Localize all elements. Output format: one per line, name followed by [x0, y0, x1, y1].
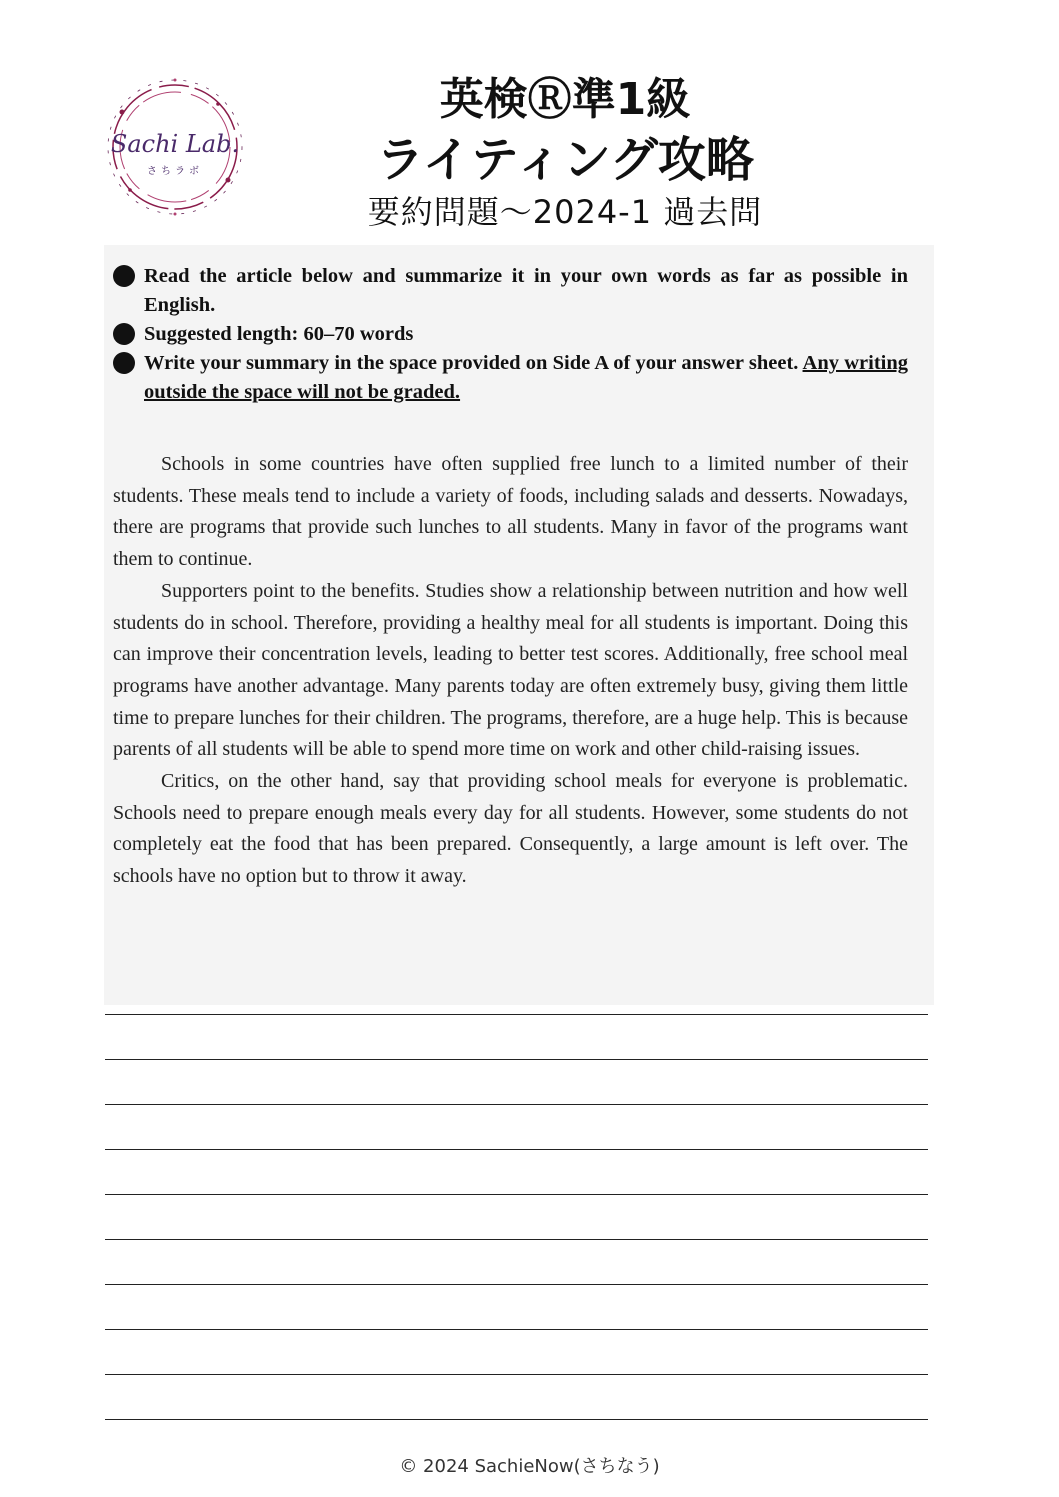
article-paragraph: Supporters point to the benefits. Studies show a relationship between nutrition and how well students do in school. Therefore, providing a healthy meal for all students is important. Doing this can improve their concentration levels, leading to better test scores. Additionally, free school meal programs have another advantage. Many parents today are often extremely busy, giving them little time to prepare lunches for their children. The programs, therefore, are a huge help. This is because parents of all students will be able to spend more time on work and other child-raising issues. [113, 579, 908, 761]
bullet-icon [113, 265, 135, 287]
instruction-item [112, 349, 908, 407]
logo-kana: さちラボ [147, 166, 203, 177]
answer-line[interactable] [105, 1014, 928, 1059]
answer-line[interactable] [105, 1284, 928, 1329]
bullet-icon [113, 352, 135, 374]
instructions-list [112, 262, 908, 407]
answer-line[interactable] [105, 1059, 928, 1104]
answer-line[interactable] [105, 1374, 928, 1419]
answer-line[interactable] [105, 1239, 928, 1284]
copyright-footer: © 2024 SachieNow(さちなう) [399, 1456, 660, 1477]
sachi-lab-logo [100, 72, 250, 222]
instruction-underlined-warning: Any writing outside the space will not be graded. [144, 352, 908, 403]
answer-line[interactable] [105, 1149, 928, 1194]
subtitle: 要約問題～2024-1 過去問 [367, 193, 763, 231]
answer-line[interactable] [105, 1419, 928, 1420]
title-line-2: ライティング攻略 [376, 132, 754, 188]
answer-line[interactable] [105, 1104, 928, 1149]
article [113, 449, 908, 893]
bullet-icon [113, 323, 135, 345]
answer-line[interactable] [105, 1194, 928, 1239]
answer-lines [105, 1014, 928, 1420]
logo-name: Sachi Lab. [110, 130, 240, 158]
article-paragraph: Schools in some countries have often supplied free lunch to a limited number of their students. These meals tend to include a variety of foods, including salads and desserts. Nowadays, there are programs that provide such lunches to all students. Many in favor of the programs want them to continue. [113, 453, 908, 571]
instruction-text: Read the article below and summarize it in your own words as far as possible in English. [144, 265, 908, 316]
instruction-item [112, 262, 908, 320]
instruction-text: Write your summary in the space provided on Side A of your answer sheet. [144, 352, 803, 374]
answer-line[interactable] [105, 1329, 928, 1374]
article-paragraph: Critics, on the other hand, say that providing school meals for everyone is problematic. Schools need to prepare enough meals every day for all students. However, some students do not completely eat the food that has been prepared. Consequently, a large amount is left over. The schools have no option but to throw it away. [113, 770, 908, 888]
title-line-1: 英検Ⓡ準1級 [439, 74, 691, 125]
instruction-item [112, 320, 908, 349]
instruction-text: Suggested length: 60–70 words [144, 323, 414, 345]
